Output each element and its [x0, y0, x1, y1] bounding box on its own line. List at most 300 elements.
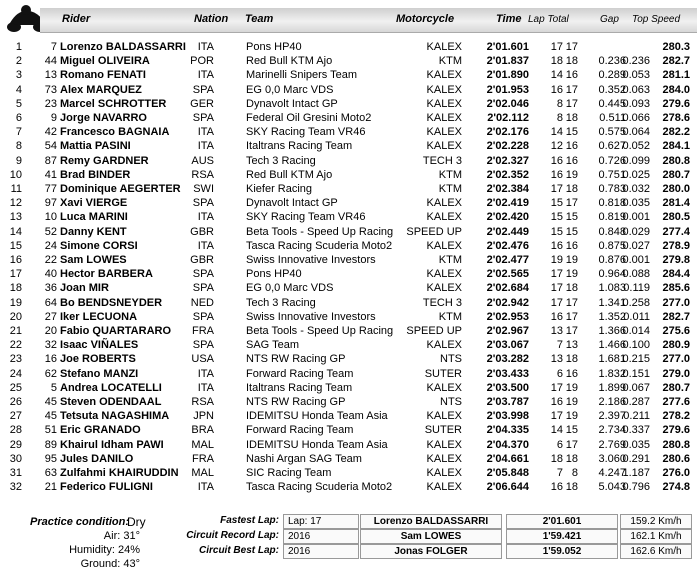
- gap-cell: 0.575: [598, 126, 626, 139]
- motorcycle-cell: TECH 3: [422, 154, 462, 167]
- total-laps-cell: 19: [565, 268, 578, 281]
- top-speed-cell: 280.0: [662, 183, 690, 195]
- best-lap-cell: 17: [550, 268, 563, 281]
- gap-cell: 0.511: [599, 112, 626, 124]
- team-cell: Beta Tools - Speed Up Racing: [246, 325, 394, 337]
- circuit-best-lap-label: Circuit Best Lap:: [198, 545, 279, 556]
- total-laps-cell: 18: [565, 353, 578, 366]
- position-cell: 18: [9, 282, 22, 295]
- table-row: [0, 125, 697, 139]
- lap-time-cell: 2'02.953: [486, 310, 529, 323]
- position-cell: 30: [9, 452, 22, 465]
- best-lap-cell: 17: [550, 41, 563, 53]
- nation-cell: AUS: [191, 154, 214, 167]
- top-speed-cell: 282.7: [662, 310, 690, 323]
- team-cell: IDEMITSU Honda Team Asia: [246, 410, 388, 423]
- rider-name-cell: Sam LOWES: [60, 254, 127, 266]
- total-laps-cell: 18: [565, 112, 578, 124]
- position-cell: 22: [9, 339, 22, 352]
- top-speed-cell: 281.1: [662, 69, 690, 82]
- team-cell: EG 0,0 Marc VDS: [246, 282, 334, 295]
- rider-name-cell: Luca MARINI: [60, 211, 128, 224]
- position-cell: 8: [15, 140, 22, 153]
- results-header: [0, 0, 697, 36]
- gap-previous-cell: 0.151: [622, 367, 650, 380]
- nation-cell: MAL: [191, 438, 214, 451]
- team-cell: Dynavolt Intact GP: [246, 197, 338, 210]
- position-cell: 17: [9, 268, 22, 281]
- nation-cell: BRA: [191, 424, 214, 437]
- top-speed-cell: 285.6: [662, 282, 690, 295]
- lap-time-cell: 2'02.420: [486, 211, 529, 224]
- motorcycle-cell: KALEX: [426, 239, 462, 252]
- rider-name-cell: Mattia PASINI: [60, 140, 131, 153]
- nation-cell: SPA: [192, 83, 214, 96]
- rider-number-cell: 73: [44, 83, 57, 96]
- rider-number-cell: 51: [44, 424, 57, 437]
- fastest-lap-time: 2'01.601: [506, 514, 618, 529]
- gap-previous-cell: 0.032: [622, 183, 650, 195]
- fastest-lap-speed: 159.2 Km/h: [620, 514, 692, 529]
- gap-previous-cell: 0.011: [623, 310, 650, 323]
- table-row: [0, 111, 697, 125]
- top-speed-cell: 276.0: [662, 467, 690, 479]
- gap-cell: 1.083: [598, 282, 626, 295]
- top-speed-cell: 280.6: [662, 452, 690, 465]
- motorcycle-cell: KALEX: [426, 410, 462, 423]
- lap-time-cell: 2'02.449: [486, 225, 529, 238]
- gap-cell: 1.899: [598, 381, 626, 394]
- rider-name-cell: Francesco BAGNAIA: [60, 126, 170, 139]
- table-row: [0, 168, 697, 182]
- gap-previous-cell: 0.258: [622, 296, 650, 309]
- top-speed-cell: 275.6: [662, 325, 690, 337]
- nation-cell: SPA: [192, 282, 214, 295]
- gap-previous-cell: 0.001: [622, 254, 650, 266]
- top-speed-cell: 278.2: [662, 410, 690, 423]
- gap-previous-cell: 0.100: [622, 339, 650, 352]
- top-speed-cell: 284.0: [662, 83, 690, 96]
- lap-time-cell: 2'03.282: [486, 353, 529, 366]
- best-lap-cell: 16: [550, 481, 563, 494]
- total-laps-cell: 17: [565, 438, 578, 451]
- gap-cell: 1.341: [598, 296, 626, 309]
- circuit-record-lap-year: 2016: [283, 529, 359, 544]
- gap-cell: 2.186: [598, 396, 626, 408]
- lap-time-cell: 2'02.967: [486, 325, 529, 337]
- rider-name-cell: Marcel SCHROTTER: [60, 97, 167, 110]
- gap-previous-cell: 0.014: [622, 325, 650, 337]
- gap-previous-cell: 0.027: [622, 239, 650, 252]
- rider-number-cell: 87: [44, 154, 57, 167]
- nation-cell: MAL: [191, 467, 214, 479]
- lap-time-cell: 2'02.327: [486, 154, 529, 167]
- lap-time-cell: 2'02.384: [486, 183, 529, 195]
- total-laps-cell: 17: [565, 83, 578, 96]
- position-cell: 6: [15, 112, 22, 124]
- rider-number-cell: 62: [44, 367, 57, 380]
- rider-number-cell: 63: [44, 467, 57, 479]
- nation-cell: GBR: [190, 254, 214, 266]
- lap-time-cell: 2'01.890: [486, 69, 529, 82]
- table-row: [0, 139, 697, 153]
- nation-cell: SWI: [193, 183, 214, 195]
- motorcycle-cell: KALEX: [426, 381, 462, 394]
- team-cell: Tasca Racing Scuderia Moto2: [246, 481, 393, 494]
- motorcycle-cell: KALEX: [426, 97, 462, 110]
- motorcycle-cell: KTM: [438, 310, 462, 323]
- gap-cell: 0.819: [598, 211, 626, 224]
- table-row: [0, 196, 697, 210]
- table-row: [0, 281, 697, 295]
- team-cell: Pons HP40: [246, 41, 302, 53]
- gap-previous-cell: 0.093: [622, 97, 650, 110]
- gap-cell: 0.783: [598, 183, 626, 195]
- table-row: [0, 367, 697, 381]
- top-speed-cell: 277.0: [662, 296, 690, 309]
- fastest-lap-rider: Lorenzo BALDASSARRI: [360, 514, 502, 529]
- rider-name-cell: Iker LECUONA: [60, 310, 138, 323]
- gap-previous-cell: 0.025: [622, 168, 650, 181]
- nation-cell: NED: [190, 296, 214, 309]
- table-row: [0, 40, 697, 54]
- position-cell: 27: [9, 410, 22, 423]
- gap-previous-cell: 0.029: [622, 225, 650, 238]
- team-cell: NTS RW Racing GP: [246, 353, 346, 366]
- table-row: [0, 68, 697, 82]
- total-laps-cell: 13: [565, 339, 578, 352]
- gap-previous-cell: 0.291: [622, 452, 650, 465]
- top-speed-cell: 279.8: [662, 254, 690, 266]
- total-laps-cell: 15: [565, 126, 578, 139]
- nation-cell: GBR: [190, 225, 214, 238]
- table-row: [0, 338, 697, 352]
- rider-number-cell: 10: [44, 211, 57, 224]
- circuit-best-lap-year: 2016: [283, 544, 359, 559]
- top-speed-cell: 279.6: [662, 424, 690, 437]
- best-lap-cell: 15: [550, 197, 563, 210]
- motorcycle-cell: KALEX: [426, 197, 462, 210]
- total-laps-cell: 16: [565, 69, 578, 82]
- total-laps-cell: 18: [565, 481, 578, 494]
- position-cell: 21: [9, 325, 22, 337]
- rider-name-cell: Khairul Idham PAWI: [60, 438, 164, 451]
- position-cell: 19: [9, 296, 22, 309]
- team-cell: IDEMITSU Honda Team Asia: [246, 438, 388, 451]
- nation-cell: ITA: [197, 367, 214, 380]
- total-laps-cell: 15: [565, 211, 578, 224]
- team-cell: SAG Team: [246, 339, 299, 352]
- rider-name-cell: Brad BINDER: [60, 168, 131, 181]
- lap-time-cell: 2'02.046: [486, 97, 529, 110]
- team-cell: NTS RW Racing GP: [246, 396, 346, 408]
- lap-time-cell: 2'02.942: [486, 296, 529, 309]
- rider-number-cell: 45: [44, 396, 57, 408]
- rider-column-header: Rider: [62, 13, 91, 25]
- rider-name-cell: Joan MIR: [60, 282, 109, 295]
- rider-number-cell: 7: [50, 41, 57, 53]
- gap-cell: 0.627: [598, 140, 626, 153]
- motorcycle-cell: KALEX: [426, 481, 462, 494]
- team-cell: SKY Racing Team VR46: [246, 126, 366, 139]
- top-speed-cell: 280.7: [662, 168, 690, 181]
- team-cell: Nashi Argan SAG Team: [246, 452, 362, 465]
- rider-number-cell: 77: [44, 183, 57, 195]
- position-cell: 26: [9, 396, 22, 408]
- table-row: [0, 466, 697, 480]
- motorcycle-cell: KALEX: [426, 282, 462, 295]
- gap-previous-cell: 0.035: [622, 197, 650, 210]
- motorcycle-column-header: Motorcycle: [396, 13, 455, 25]
- best-lap-cell: 17: [550, 296, 563, 309]
- lap-time-cell: 2'02.419: [486, 197, 529, 210]
- gap-previous-cell: 0.099: [622, 154, 650, 167]
- motorcycle-cell: KALEX: [426, 211, 462, 224]
- nation-cell: ITA: [197, 69, 214, 82]
- rider-name-cell: Isaac VIÑALES: [60, 339, 139, 352]
- circuit-best-lap-speed: 162.6 Km/h: [620, 544, 692, 559]
- lap-time-cell: 2'04.661: [486, 452, 529, 465]
- top-speed-cell: 277.6: [662, 396, 690, 408]
- rider-number-cell: 44: [44, 55, 57, 68]
- rider-number-cell: 40: [44, 268, 57, 281]
- table-row: [0, 253, 697, 267]
- motorcycle-cell: KALEX: [426, 467, 462, 479]
- motorcycle-cell: KTM: [438, 168, 462, 181]
- rider-name-cell: Bo BENDSNEYDER: [60, 296, 163, 309]
- motorcycle-cell: KALEX: [426, 438, 462, 451]
- team-cell: Swiss Innovative Investors: [246, 310, 376, 323]
- gap-cell: 5.043: [598, 481, 626, 494]
- best-lap-cell: 17: [550, 183, 563, 195]
- nation-cell: SPA: [192, 310, 214, 323]
- rider-number-cell: 5: [50, 381, 57, 394]
- best-lap-cell: 14: [550, 69, 563, 82]
- lap-time-cell: 2'01.953: [486, 83, 529, 96]
- gap-previous-cell: 0.236: [622, 55, 650, 68]
- team-cell: Forward Racing Team: [246, 367, 354, 380]
- gap-previous-cell: 0.063: [622, 83, 650, 96]
- top-speed-cell: 278.6: [662, 112, 690, 124]
- rider-number-cell: 23: [44, 97, 57, 110]
- lap-time-cell: 2'04.370: [486, 438, 529, 451]
- lap-time-cell: 2'02.176: [486, 126, 529, 139]
- rider-name-cell: Fabio QUARTARARO: [60, 325, 172, 337]
- position-cell: 4: [15, 83, 22, 96]
- nation-cell: SPA: [192, 197, 214, 210]
- lap-time-cell: 2'01.601: [486, 41, 529, 53]
- rider-number-cell: 45: [44, 410, 57, 423]
- gap-previous-cell: 0.053: [622, 69, 650, 82]
- team-cell: Pons HP40: [246, 268, 302, 281]
- nation-cell: ITA: [197, 239, 214, 252]
- motorcycle-cell: KALEX: [426, 452, 462, 465]
- table-row: [0, 438, 697, 452]
- table-row: [0, 54, 697, 68]
- total-laps-cell: 19: [565, 410, 578, 423]
- time-column-header: Time: [496, 13, 522, 25]
- total-laps-cell: 19: [565, 396, 578, 408]
- best-lap-cell: 16: [550, 83, 563, 96]
- top-speed-cell: 284.4: [662, 268, 690, 281]
- best-lap-cell: 15: [550, 225, 563, 238]
- gap-cell: 0.445: [598, 97, 626, 110]
- gap-cell: 0.751: [598, 168, 626, 181]
- team-cell: Tasca Racing Scuderia Moto2: [246, 239, 393, 252]
- motorcycle-cell: KALEX: [426, 268, 462, 281]
- motorcycle-cell: KALEX: [426, 126, 462, 139]
- table-row: [0, 324, 697, 338]
- gap-cell: 0.352: [598, 83, 626, 96]
- lap-time-cell: 2'01.837: [486, 55, 529, 68]
- rider-number-cell: 16: [44, 353, 57, 366]
- rider-number-cell: 20: [44, 325, 57, 337]
- position-cell: 5: [15, 97, 22, 110]
- top-speed-cell: 279.0: [662, 367, 690, 380]
- rider-name-cell: Danny KENT: [60, 225, 127, 238]
- fastest-lap-label: Fastest Lap:: [220, 515, 279, 526]
- rider-name-cell: Jorge NAVARRO: [60, 112, 147, 124]
- best-lap-cell: 6: [556, 367, 563, 380]
- team-cell: Beta Tools - Speed Up Racing: [246, 225, 394, 238]
- rider-number-cell: 21: [44, 481, 57, 494]
- motorcycle-cell: KALEX: [426, 339, 462, 352]
- nation-cell: POR: [190, 55, 214, 68]
- lap-time-cell: 2'03.500: [486, 381, 529, 394]
- total-laps-cell: 18: [565, 282, 578, 295]
- practice-condition-label: Practice condition:: [30, 516, 130, 528]
- circuit-record-lap-time: 1'59.421: [506, 529, 618, 544]
- gap-cell: 1.832: [598, 367, 626, 380]
- gap-cell: 1.466: [598, 339, 626, 352]
- rider-number-cell: 24: [44, 239, 57, 252]
- gap-cell: 1.681: [598, 353, 626, 366]
- best-lap-cell: 16: [550, 310, 563, 323]
- total-laps-cell: 18: [565, 452, 578, 465]
- gap-cell: 3.060: [598, 452, 626, 465]
- gap-cell: 1.352: [598, 310, 626, 323]
- team-cell: Tech 3 Racing: [246, 154, 316, 167]
- nation-cell: FRA: [192, 325, 214, 337]
- table-row: [0, 480, 697, 494]
- team-cell: SIC Racing Team: [246, 467, 332, 479]
- nation-cell: ITA: [197, 41, 214, 53]
- header-bar: [40, 8, 697, 33]
- rider-name-cell: Xavi VIERGE: [60, 197, 128, 210]
- rider-number-cell: 64: [44, 296, 57, 309]
- position-cell: 32: [9, 481, 22, 494]
- best-lap-cell: 18: [550, 452, 563, 465]
- rider-name-cell: Steven ODENDAAL: [60, 396, 162, 408]
- table-row: [0, 452, 697, 466]
- total-laps-cell: 15: [565, 225, 578, 238]
- top-speed-cell: 282.7: [662, 55, 690, 68]
- team-cell: Italtrans Racing Team: [246, 381, 353, 394]
- gap-previous-cell: 0.052: [622, 140, 650, 153]
- best-lap-cell: 8: [556, 97, 563, 110]
- gap-cell: 0.726: [598, 154, 626, 167]
- team-cell: Federal Oil Gresini Moto2: [246, 112, 372, 124]
- rider-name-cell: Tetsuta NAGASHIMA: [60, 410, 170, 423]
- practice-condition-value: Dry: [127, 515, 146, 529]
- rider-number-cell: 89: [44, 438, 57, 451]
- motorcycle-cell: NTS: [440, 396, 462, 408]
- gap-cell: 4.247: [598, 467, 626, 479]
- total-laps-cell: 15: [565, 424, 578, 437]
- top-speed-cell: 282.2: [662, 126, 690, 139]
- motorcycle-cell: SUTER: [424, 367, 462, 380]
- motorcycle-cell: KTM: [438, 183, 462, 195]
- top-speed-cell: 281.4: [662, 197, 690, 210]
- rider-name-cell: Lorenzo BALDASSARRI: [60, 41, 186, 53]
- best-lap-cell: 16: [550, 396, 563, 408]
- gap-cell: 0.875: [598, 239, 626, 252]
- nation-cell: JPN: [193, 410, 214, 423]
- best-lap-cell: 14: [550, 126, 563, 139]
- position-cell: 29: [9, 438, 22, 451]
- rider-number-cell: 27: [44, 310, 57, 323]
- nation-cell: ITA: [197, 381, 214, 394]
- best-lap-cell: 17: [550, 282, 563, 295]
- table-row: [0, 83, 697, 97]
- top-speed-cell: 274.8: [662, 481, 690, 494]
- position-cell: 1: [15, 41, 22, 53]
- circuit-record-lap-speed: 162.1 Km/h: [620, 529, 692, 544]
- position-cell: 20: [9, 310, 22, 323]
- best-lap-cell: 16: [550, 154, 563, 167]
- best-lap-cell: 19: [550, 254, 563, 266]
- gap-cell: 0.236: [598, 55, 626, 68]
- rider-number-cell: 32: [44, 339, 57, 352]
- best-lap-cell: 16: [550, 239, 563, 252]
- rider-name-cell: Jules DANILO: [60, 452, 134, 465]
- table-row: [0, 352, 697, 366]
- lap-time-cell: 2'02.477: [486, 254, 529, 266]
- rider-name-cell: Remy GARDNER: [60, 154, 149, 167]
- motorcycle-cell: SPEED UP: [406, 325, 462, 337]
- rider-name-cell: Eric GRANADO: [60, 424, 141, 437]
- position-cell: 28: [9, 424, 22, 437]
- gap-previous-cell: 0.066: [622, 112, 650, 124]
- nation-column-header: Nation: [194, 13, 229, 25]
- motorcycle-cell: KALEX: [426, 83, 462, 96]
- position-cell: 25: [9, 381, 22, 394]
- team-cell: Swiss Innovative Investors: [246, 254, 376, 266]
- total-laps-cell: 17: [565, 197, 578, 210]
- position-cell: 14: [9, 225, 22, 238]
- motorcycle-cell: KTM: [438, 55, 462, 68]
- motorcycle-cell: KALEX: [426, 140, 462, 153]
- gap-previous-cell: 0.119: [623, 282, 650, 295]
- rider-name-cell: Romano FENATI: [60, 69, 146, 82]
- gap-cell: 2.734: [598, 424, 626, 437]
- rider-name-cell: Federico FULIGNI: [60, 481, 153, 494]
- total-laps-cell: 16: [565, 154, 578, 167]
- nation-cell: ITA: [197, 211, 214, 224]
- top-speed-cell: 278.9: [662, 239, 690, 252]
- rider-name-cell: Joe ROBERTS: [60, 353, 136, 366]
- gap-cell: 0.289: [598, 69, 626, 82]
- rider-number-cell: 9: [50, 112, 57, 124]
- lap-time-cell: 2'02.684: [486, 282, 529, 295]
- gap-cell: 0.964: [598, 268, 626, 281]
- gap-previous-cell: 0.287: [622, 396, 650, 408]
- total-laps-cell: 17: [565, 310, 578, 323]
- position-cell: 24: [9, 367, 22, 380]
- total-laps-cell: 19: [565, 381, 578, 394]
- best-lap-cell: 13: [550, 353, 563, 366]
- team-cell: Dynavolt Intact GP: [246, 97, 338, 110]
